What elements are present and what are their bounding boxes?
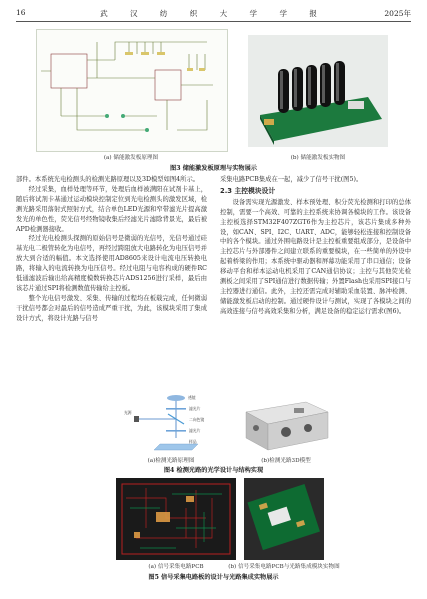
right-column bbox=[220, 175, 411, 389]
figure-3b-caption: (b) 储能激发板实物图 bbox=[290, 155, 346, 161]
figure-3 bbox=[16, 27, 411, 171]
pcb-layout-image bbox=[116, 478, 236, 560]
paragraph: 经过光电检测头探测的原始信号是微弱的光信号，光信号通过硅基光电二极管转化为电信号，再经过跨阻放大电路转化为电压信号并放大到合适的幅值。本文选择使用AD8605来设计电流电压转换电路，将输入的电流转换为电压信号。经过电阻与电容构成的硬件RC低通滤波后输出给高精度模数转换芯片ADS1256进行采样，最后由该芯片通过SPI将检测数值传输给主控板。 bbox=[16, 235, 207, 292]
detection-3d-model bbox=[236, 394, 336, 454]
figure-5-title: 图5 信号采集电路板的设计与光路集成实物展示 bbox=[148, 574, 279, 581]
figure-5 bbox=[16, 478, 411, 594]
paragraph: 采集电路PCB集成在一起，减少了信号干扰(图5)。 bbox=[220, 176, 363, 183]
paragraph: 部件。本系统光电检测头的检测光路原理以及3D模型如图4所示。 bbox=[16, 176, 200, 183]
paragraph: 整个光电信号激发、采集、传输的过程均在板载完成，任何微弱干扰信号都会对最后的信号造成严重干扰，为此，该模块采用了集成设计方式，将设计光路与信号 bbox=[16, 294, 207, 322]
label-source: 光源 bbox=[124, 410, 132, 415]
issue-year: 2025年 bbox=[384, 9, 411, 18]
figure-4a-caption: (a)检测光路原理图 bbox=[147, 458, 195, 464]
pcb-module-graphic bbox=[244, 478, 324, 560]
journal-title: 武 汉 纺 织 大 学 学 报 bbox=[100, 9, 327, 18]
board-photo-graphic bbox=[248, 35, 388, 147]
schematic-image bbox=[36, 29, 228, 152]
label-filter-1: 滤光片 bbox=[189, 406, 201, 411]
paragraph: 设备需实现光源激发、样本预处理、积分荧光检测和打印的总体控制，需要一个高效、可靠的主控系统来协调各模块的工作。该设备主控板选择STM32F407ZGT6作为主控芯片，该芯片集成多种外设，如CAN、SPI、I2C、UART、ADC，能够轻松连接和控制设备中的各个模块。通过外围电路设计是主控板重要组成部分，是设备中主控芯片与外部器件之间建立联系的重要模块，在一些简单的外设中起着桥梁的作用；本系统中驱动器和屏幕功能采用了串口通信；设备移动平台和样本运动电机采用了CAN通信协议；主控与其他荧光检测板之间采用了SPI通信进行数据传输；外置Flash也采用SPI接口与主控器进行通信。此外，主控还需完成对辅助采血装置、脉冲检测、储能激发板启动的控制。通过硬件设计与测试，实现了各模块之间的高效连接与信号高效采集和分析，满足设备的稳定运行需求(图6)。 bbox=[220, 198, 411, 315]
section-heading: 2.3 主控模块设计 bbox=[220, 186, 276, 195]
board-photo bbox=[248, 35, 388, 147]
figure-5a-caption: (a) 信号采集电路PCB bbox=[148, 564, 204, 570]
figure-3-title: 图3 储能激发板原理与实物展示 bbox=[170, 165, 257, 172]
figure-5b-caption: (b) 信号采集电路PCB与光路集成模块实物图 bbox=[228, 564, 340, 570]
page-number: 16 bbox=[16, 8, 26, 17]
label-filter-2: 滤光片 bbox=[189, 428, 201, 433]
figure-3a-caption: (a) 储能激发板原理图 bbox=[103, 155, 159, 161]
label-sample: 样品 bbox=[189, 439, 197, 444]
pcb-module-photo bbox=[244, 478, 324, 560]
label-dichroic: 二向色镜 bbox=[189, 417, 205, 422]
figure-4 bbox=[16, 392, 411, 476]
page-header bbox=[16, 8, 411, 20]
figure-4-title: 图4 检测光路的光学设计与结构实现 bbox=[163, 467, 264, 474]
optical-path-diagram bbox=[116, 392, 226, 454]
header-rule bbox=[16, 21, 411, 22]
left-column bbox=[16, 175, 207, 374]
label-lens: 透镜 bbox=[188, 395, 196, 400]
paragraph: 经过采集，血样处理等环节，处理后血样被满阳在试剂卡基上，随后将试剂卡基通过运动模块控制定位到光电检测头的激发区域，检测光路采用落射式照射方式，结合单色LED光源和窄带滤光片提高激发光的单色性，荧光信号经物镜收集后经滤光片滤除背景光，最后被APD检测器接收。 bbox=[16, 185, 207, 233]
figure-4b-caption: (b)检测光路3D模型 bbox=[261, 458, 311, 464]
